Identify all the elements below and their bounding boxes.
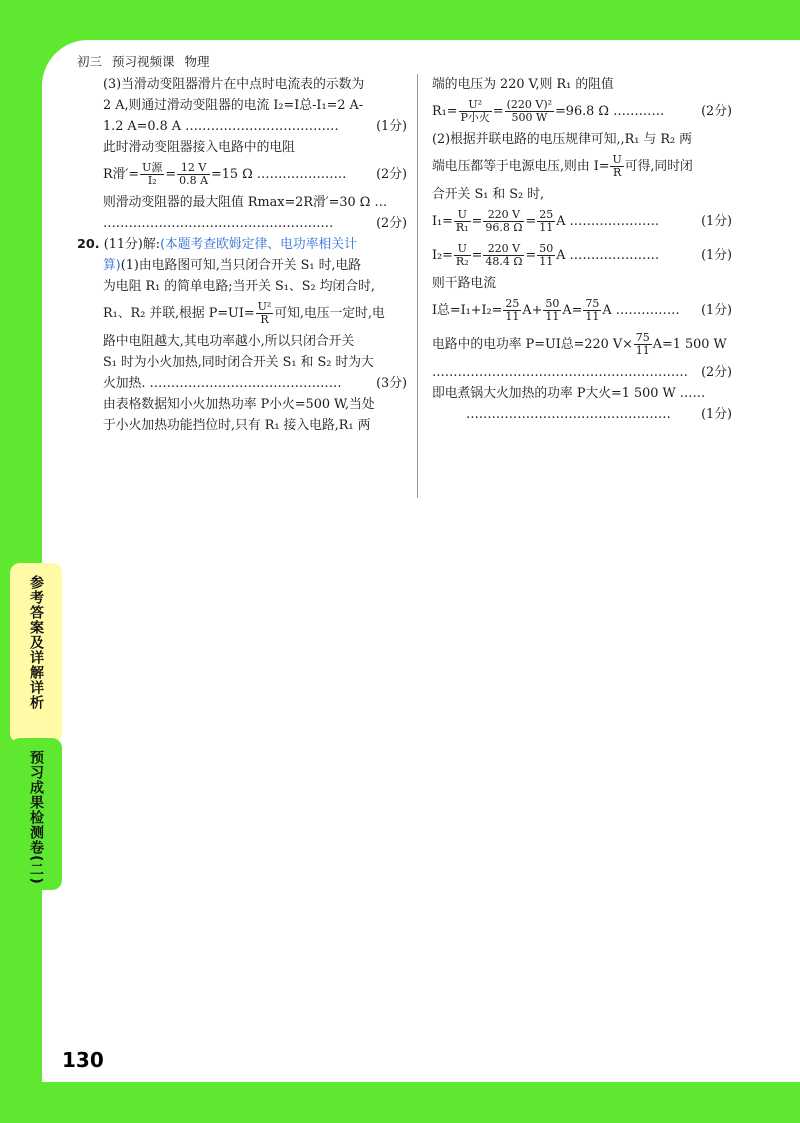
numerator: U² (257, 300, 272, 313)
text-line: 则滑动变阻器的最大阻值 Rmax=2R滑′=30 Ω … (103, 195, 388, 210)
fraction (537, 209, 555, 234)
formula-line: I总=I₁+I₂= $\frac{25}{11}$ A+ $\frac{50}{11}$ A= $\frac{75}{11}$ A …………… (1分) (432, 294, 732, 328)
text-span: 1.2 A=0.8 A (103, 119, 182, 134)
formula-line (77, 297, 407, 331)
formula-line: I₁= $\frac{U}{\text{R₁}}$ = $\frac{220 V}{96.8 \Omega}$ = $\frac{25}{11}$ A ………………… (1分) (432, 205, 732, 239)
text-line: (2)根据并联电路的电压规律可知,,R₁ 与 R₂ 两 (432, 132, 692, 147)
formula-part: R滑′= (103, 167, 140, 182)
right-column (432, 74, 732, 425)
side-tab-answers-label: 参考答案及详解详析 (28, 575, 44, 710)
fraction (483, 209, 524, 234)
numerator: (220 V)² (506, 98, 553, 111)
score-label: (1分) (701, 248, 732, 263)
text-line: ………………………………………… (1分) (432, 404, 732, 425)
denominator: 11 (585, 310, 600, 323)
text-span: 火加热. (103, 376, 146, 391)
side-tab-answers (10, 563, 62, 743)
side-tab-test (10, 738, 62, 890)
text-line: …………………………………………………… (2分) (432, 362, 732, 383)
fraction (503, 298, 521, 323)
header-series: 预习视频课 (112, 54, 175, 69)
formula-part: R₁、R₂ 并联,根据 P=UI= (103, 306, 255, 321)
formula-line: R₁= $\frac{\text{U²}}{\text{P小火}}$ = $\frac{\text{(220 V)²}}{500 W}$ =96.8 Ω ………… (2分) (432, 95, 732, 129)
formula-part: I₂= (432, 248, 453, 263)
denominator: 11 (545, 310, 560, 323)
denominator: P小火 (460, 111, 490, 124)
text-line: 合开关 S₁ 和 S₂ 时, (432, 187, 545, 202)
numerator: U (454, 243, 471, 256)
formula-part: A (556, 214, 566, 229)
text-line: 路中电阻越大,其电功率越小,所以只闭合开关 (103, 334, 355, 349)
score-label: (2分) (701, 104, 732, 119)
fraction (454, 209, 471, 234)
text-line: 于小火加热功能挡位时,只有 R₁ 接入电路,R₁ 两 (103, 418, 371, 433)
header-grade: 初三 (77, 54, 103, 69)
side-tab-test-label: 预习成果检测卷(二) (28, 750, 44, 885)
denominator: 11 (505, 310, 520, 323)
fraction (537, 243, 555, 268)
numerator: U (454, 209, 471, 222)
formula-part: =96.8 Ω (555, 104, 609, 119)
denominator: 500 W (511, 111, 548, 124)
denominator: 0.8 A (179, 174, 209, 187)
text-line: 即电煮锅大火加热的功率 P大火=1 500 W …… (432, 386, 706, 401)
numerator: 50 (545, 297, 560, 310)
text-line: (3)当滑动变阻器滑片在中点时电流表的示数为 (103, 77, 365, 92)
score-label: (1分) (701, 407, 732, 422)
text-line: ……………………………………………… (2分) (77, 213, 407, 234)
formula-part: 端电压都等于电源电压,则由 I= (432, 159, 610, 174)
column-divider (417, 74, 418, 498)
denominator: 11 (539, 255, 554, 268)
text-line: 端的电压为 220 V,则 R₁ 的阻值 (432, 77, 614, 92)
formula-line: I₂= $\frac{U}{\text{R₂}}$ = $\frac{220 V}{48.4 \Omega}$ = $\frac{50}{11}$ A ………………… (1分) (432, 239, 732, 273)
numerator: U (612, 153, 622, 166)
numerator: U² (459, 99, 492, 112)
text-line: 1.2 A=0.8 A ……………………………… (1分) (77, 116, 407, 137)
page-number: 130 (62, 1048, 104, 1072)
fraction (459, 99, 492, 124)
formula-part: = (525, 214, 537, 229)
denominator: 96.8 Ω (485, 221, 523, 234)
header-subject: 物理 (184, 54, 210, 69)
score-label: (2分) (376, 167, 407, 182)
score-label: (1分) (376, 119, 407, 134)
fraction (543, 298, 561, 323)
score-label: (3分) (376, 376, 407, 391)
text-span: (1)由电路图可知,当只闭合开关 S₁ 时,电路 (120, 258, 362, 273)
text-line: 2 A,则通过滑动变阻器的电流 I₂=I总-I₁=2 A- (103, 98, 364, 113)
text-line (77, 255, 407, 276)
denominator: R₂ (455, 255, 469, 268)
denominator: R₁ (455, 221, 469, 234)
fraction (256, 301, 274, 326)
formula-part: =15 Ω (211, 167, 253, 182)
numerator: 220 V (483, 243, 524, 256)
formula-part: R₁= (432, 104, 458, 119)
left-green-band (0, 0, 42, 1123)
numerator: 25 (539, 208, 554, 221)
denominator: R (612, 166, 622, 179)
denominator: R (260, 313, 269, 326)
formula-part: I总=I₁+I₂= (432, 303, 503, 318)
fraction (454, 243, 471, 268)
score-label: (1分) (701, 303, 732, 318)
page-header (77, 52, 210, 70)
formula-part: A= (562, 303, 583, 318)
text-line: 火加热. ……………………………………… (3分) (77, 373, 407, 394)
formula-part: A (602, 303, 612, 318)
formula-part: = (471, 214, 483, 229)
top-green-band (0, 0, 800, 40)
formula-part: = (471, 248, 483, 263)
formula-part: I₁= (432, 214, 453, 229)
fraction (177, 162, 210, 187)
denominator: 11 (539, 221, 554, 234)
bottom-green-band (0, 1082, 800, 1123)
formula-part: 可知,电压一定时,电 (274, 306, 385, 321)
text-line: 由表格数据知小火加热功率 P小火=500 W,当处 (103, 397, 375, 412)
numerator: 50 (539, 242, 554, 255)
text-span: (11分)解: (103, 237, 160, 252)
numerator: 220 V (483, 209, 524, 222)
fraction (140, 162, 164, 187)
formula-part: 可得,同时闭 (624, 159, 693, 174)
text-line: 为电阻 R₁ 的简单电路;当开关 S₁、S₂ 均闭合时, (103, 279, 375, 294)
formula-part: = (525, 248, 537, 263)
denominator: 48.4 Ω (485, 255, 523, 268)
denominator: I₂ (147, 174, 157, 187)
fraction (634, 332, 652, 357)
numerator: 12 V (177, 162, 210, 175)
fraction (483, 243, 524, 268)
fraction (505, 99, 554, 124)
score-label: (1分) (701, 214, 732, 229)
question-20-line (77, 234, 407, 255)
formula-line (432, 328, 732, 362)
fraction (583, 298, 601, 323)
formula-part: A+ (522, 303, 543, 318)
score-label: (2分) (701, 365, 732, 380)
hint-text: 算) (103, 258, 121, 273)
denominator: 11 (635, 344, 650, 357)
text-line: 此时滑动变阻器接入电路中的电阻 (103, 140, 295, 155)
formula-part: = (165, 167, 177, 182)
formula-part: 电路中的电功率 P=UI总=220 V× (432, 337, 633, 352)
numerator: U源 (142, 161, 163, 174)
numerator: 75 (585, 297, 600, 310)
left-column (77, 74, 407, 436)
formula-part: A=1 500 W (652, 337, 727, 352)
numerator: 75 (635, 331, 650, 344)
formula-line: R滑′= $\frac{\text{U源}}{\text{I₂}}$ = $\frac{12 V}{0.8 A}$ =15 Ω ………………… (2分) (77, 158, 407, 192)
score-label: (2分) (376, 216, 407, 231)
text-line: 则干路电流 (432, 276, 496, 291)
question-number: 20. (77, 237, 100, 252)
numerator: 25 (505, 297, 520, 310)
text-line: S₁ 时为小火加热,同时闭合开关 S₁ 和 S₂ 时为大 (103, 355, 374, 370)
formula-part: = (492, 104, 504, 119)
hint-text: (本题考查欧姆定律、电功率相关计 (159, 237, 357, 252)
fraction (610, 154, 623, 179)
formula-line (432, 150, 732, 184)
formula-part: A (556, 248, 566, 263)
